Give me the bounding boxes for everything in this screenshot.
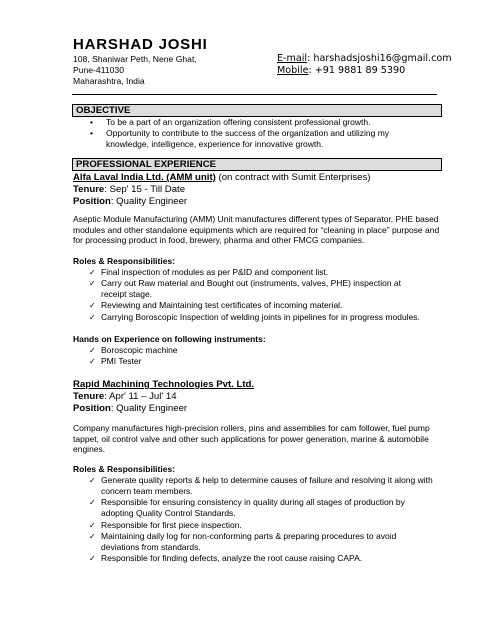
job1-roles-heading: Roles & Responsibilities:	[73, 256, 176, 266]
job2-description: Company manufactures high-precision rollers, pins and assemblies for cam follower, fuel pump tappet, oil control valve and other such applications for power generation, marine & automobile engines.	[73, 423, 430, 455]
address-line-1: 108, Shaniwar Peth, Nene Ghat,	[73, 54, 197, 64]
objective-item: • To be a part of an organization offering consistent professional growth.	[90, 117, 371, 127]
objective-list	[88, 117, 428, 149]
job1-description: Aseptic Module Manufacturing (AMM) Unit manufactures different types of Separator, PHE based modules and other standalone equipments which are required for “cleaning in place” purpose and for processing product in food, brewery, pharma and other FMCG companies.	[73, 214, 440, 246]
email-row	[277, 53, 452, 65]
list-item: ✓ Responsible for ensuring consistency in quality during all stages of production by adopting Quality Control Standards.	[89, 497, 405, 519]
check-icon: ✓	[89, 531, 96, 541]
check-icon: ✓	[89, 345, 96, 355]
list-item: ✓ Final inspection of modules as per P&ID and component list.	[89, 266, 329, 277]
check-icon: ✓	[89, 498, 96, 508]
job1-roles-list	[73, 267, 443, 323]
check-icon: ✓	[89, 279, 96, 288]
job1-instruments-block	[73, 334, 443, 367]
check-icon: ✓	[89, 520, 96, 530]
check-icon: ✓	[89, 267, 96, 277]
job1-position-label: Position	[73, 195, 111, 207]
experience-heading: PROFESSIONAL EXPERIENCE	[72, 158, 442, 171]
list-item: ✓ Maintaining daily log for non-conforming parts & preparing procedures to avoid deviations from standards.	[89, 530, 397, 553]
job1-company: Alfa Laval India Ltd. (AMM unit)	[73, 172, 216, 183]
job1-position: : Quality Engineer	[110, 195, 188, 207]
check-icon: ✓	[89, 475, 96, 485]
list-item: ✓ Responsible for finding defects, analyze the root cause raising CAPA.	[89, 553, 363, 564]
job1-instruments-heading: Hands on Experience on following instruments:	[73, 334, 266, 344]
check-icon: ✓	[89, 554, 96, 564]
list-item: ✓ Generate quality reports & help to determine causes of failure and resolving it along with concern team members.	[89, 474, 433, 496]
check-icon: ✓	[89, 312, 96, 322]
address-line-2: Pune-411030	[73, 65, 124, 75]
job2-company: Rapid Machining Technologies Pvt. Ltd.	[73, 379, 255, 390]
list-item: ✓ Carry out Raw material and Bought out (instruments, valves, PHE) inspection at receipt stage.	[89, 278, 401, 300]
job2-block	[73, 379, 443, 414]
list-item: ✓ PMI Tester	[89, 356, 142, 366]
address-block	[73, 54, 197, 87]
job1-instruments-list	[73, 345, 443, 367]
job2-roles-block	[73, 464, 443, 564]
check-icon: ✓	[89, 357, 96, 366]
job1-block	[73, 172, 443, 207]
job2-tenure-label: Tenure	[73, 390, 105, 402]
list-item: ✓ Carrying Boroscopic Inspection of welding joints in pipelines for in progress modules.	[89, 311, 420, 322]
job1-company-suffix: (on contract with Sumit Enterprises)	[215, 172, 371, 183]
objective-item: • Opportunity to contribute to the success of the organization and utilizing my knowledge, intelligence, experience for innovative growth.	[90, 127, 390, 149]
email-label: E-mail	[277, 53, 308, 64]
job2-roles-heading: Roles & Responsibilities:	[73, 464, 176, 474]
job1-tenure-label: Tenure	[73, 183, 105, 195]
job1-tenure: : Sep' 15 - Till Date	[104, 183, 186, 195]
mobile-label: Mobile	[277, 65, 309, 76]
header-divider	[72, 94, 437, 95]
mobile-value: : +91 9881 89 5390	[308, 65, 406, 76]
contact-block	[277, 53, 452, 77]
list-item: ✓ Boroscopic machine	[89, 344, 178, 355]
bullet-icon: •	[90, 117, 93, 127]
job2-tenure: : Apr' 11 – Jul' 14	[104, 390, 177, 402]
check-icon: ✓	[89, 301, 96, 311]
candidate-name: HARSHAD JOSHI	[73, 36, 208, 53]
objective-heading: OBJECTIVE	[72, 104, 442, 117]
job2-position: : Quality Engineer	[110, 402, 188, 414]
job2-position-label: Position	[73, 402, 111, 414]
job2-roles-list	[73, 475, 443, 565]
mobile-row	[277, 65, 452, 77]
bullet-icon: •	[90, 127, 93, 138]
list-item: ✓ Reviewing and Maintaining test certificates of incoming material.	[89, 300, 343, 311]
address-line-3: Maharashtra, India	[73, 76, 145, 86]
email-value[interactable]: : harshadsjoshi16@gmail.com	[307, 53, 452, 64]
list-item: ✓ Responsible for first piece inspection.	[89, 519, 242, 530]
job1-roles-block	[73, 256, 443, 323]
